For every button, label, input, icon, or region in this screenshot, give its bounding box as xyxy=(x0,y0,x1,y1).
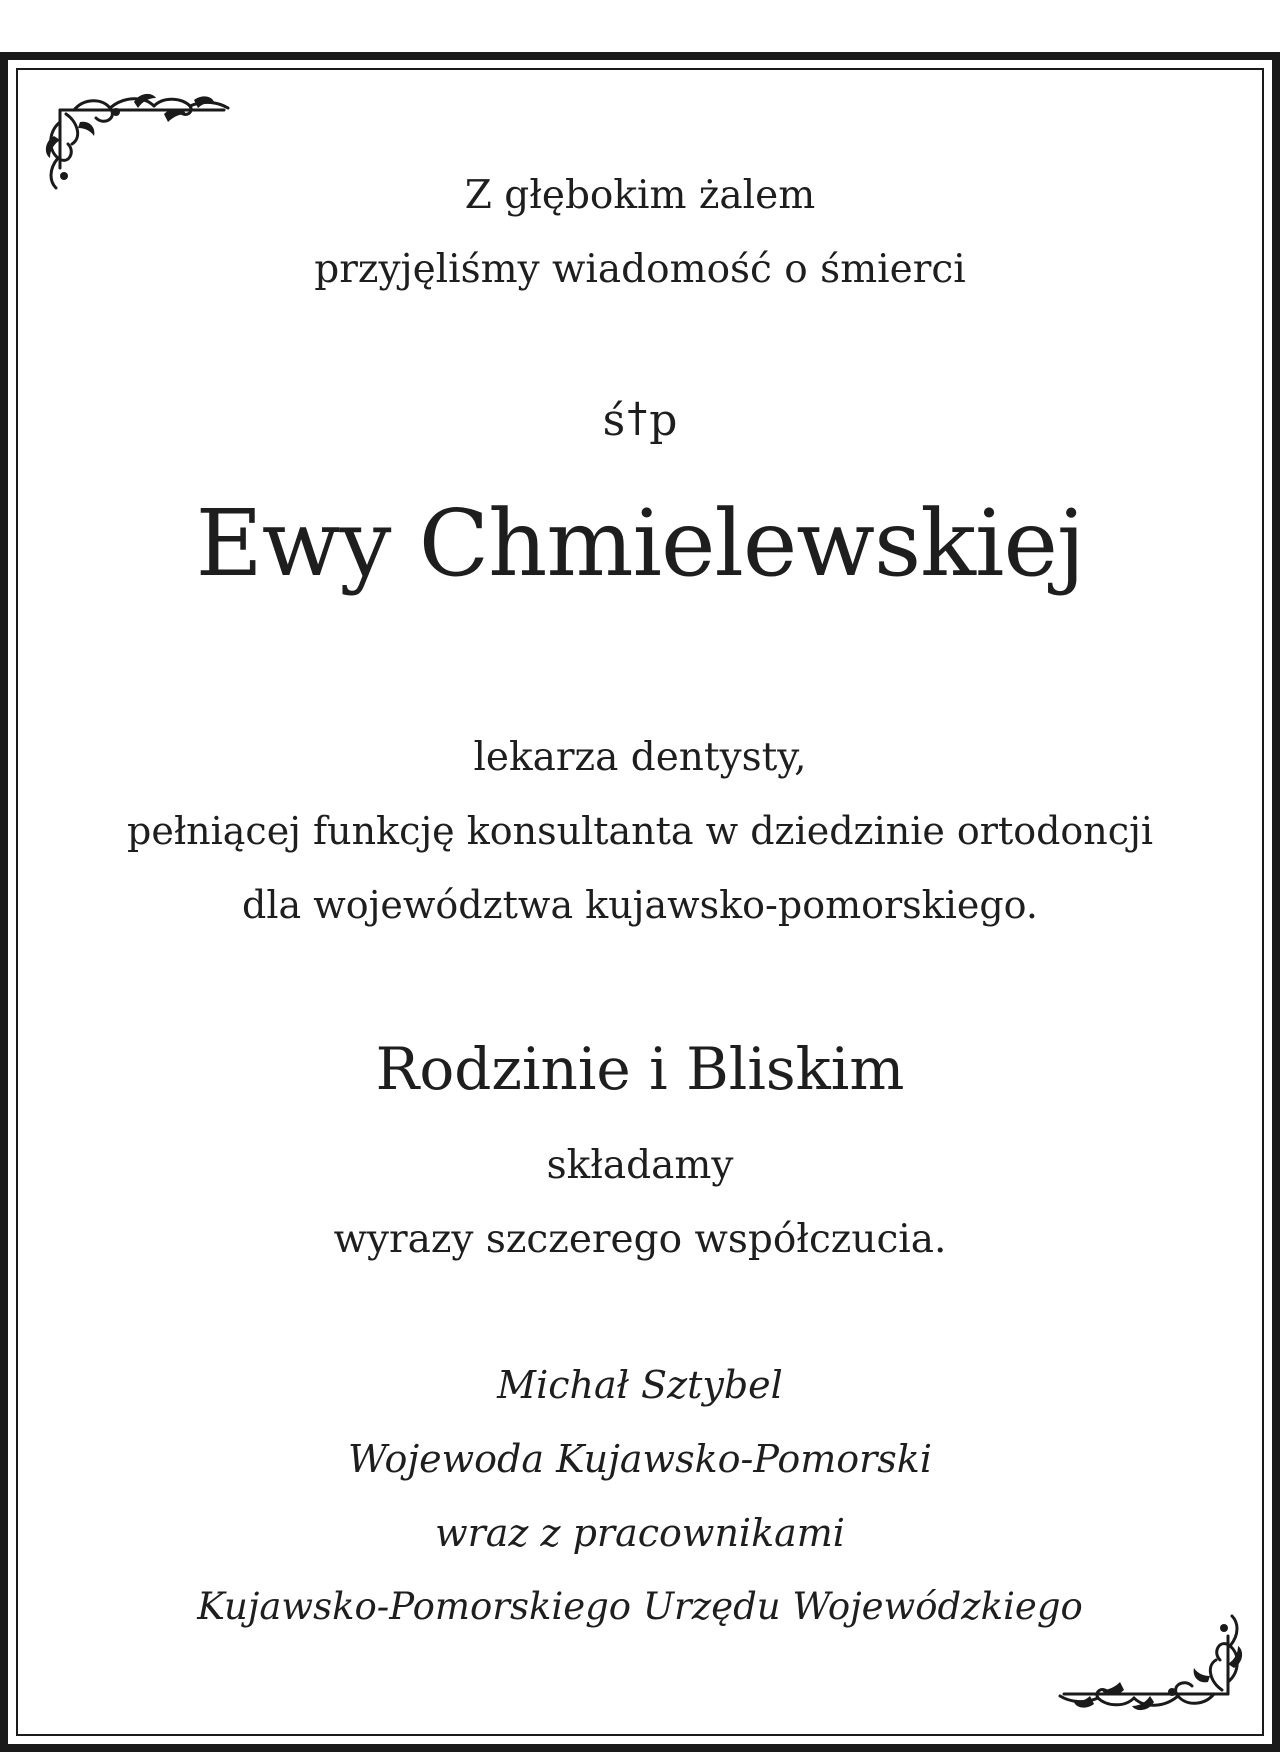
stp-prefix: ś xyxy=(602,395,626,446)
intro-line-2: przyjęliśmy wiadomość o śmierci xyxy=(314,247,966,292)
intro-line-1: Z głębokim żalem xyxy=(464,173,816,218)
cross-icon: † xyxy=(627,395,648,441)
profession-line-2: pełniącej funkcję konsultanta w dziedzinie ortodoncji xyxy=(127,809,1153,853)
condolence-line-2: wyrazy szczerego współczucia. xyxy=(333,1217,947,1262)
profession-line-3: dla województwa kujawsko-pomorskiego. xyxy=(242,883,1038,927)
signature-title: Wojewoda Kujawsko-Pomorski xyxy=(348,1437,932,1481)
signature-name: Michał Sztybel xyxy=(497,1363,783,1407)
stp-suffix: p xyxy=(649,395,678,446)
deceased-name: Ewy Chmielewskiej xyxy=(195,490,1085,597)
signature-office: Kujawsko-Pomorskiego Urzędu Wojewódzkiego xyxy=(197,1585,1083,1628)
signature-with-staff: wraz z pracownikami xyxy=(435,1511,845,1555)
family-line: Rodzinie i Bliskim xyxy=(375,1035,905,1103)
condolence-line-1: składamy xyxy=(546,1143,734,1188)
stp-abbreviation xyxy=(0,395,1280,446)
profession-line-1: lekarza dentysty, xyxy=(473,735,807,780)
